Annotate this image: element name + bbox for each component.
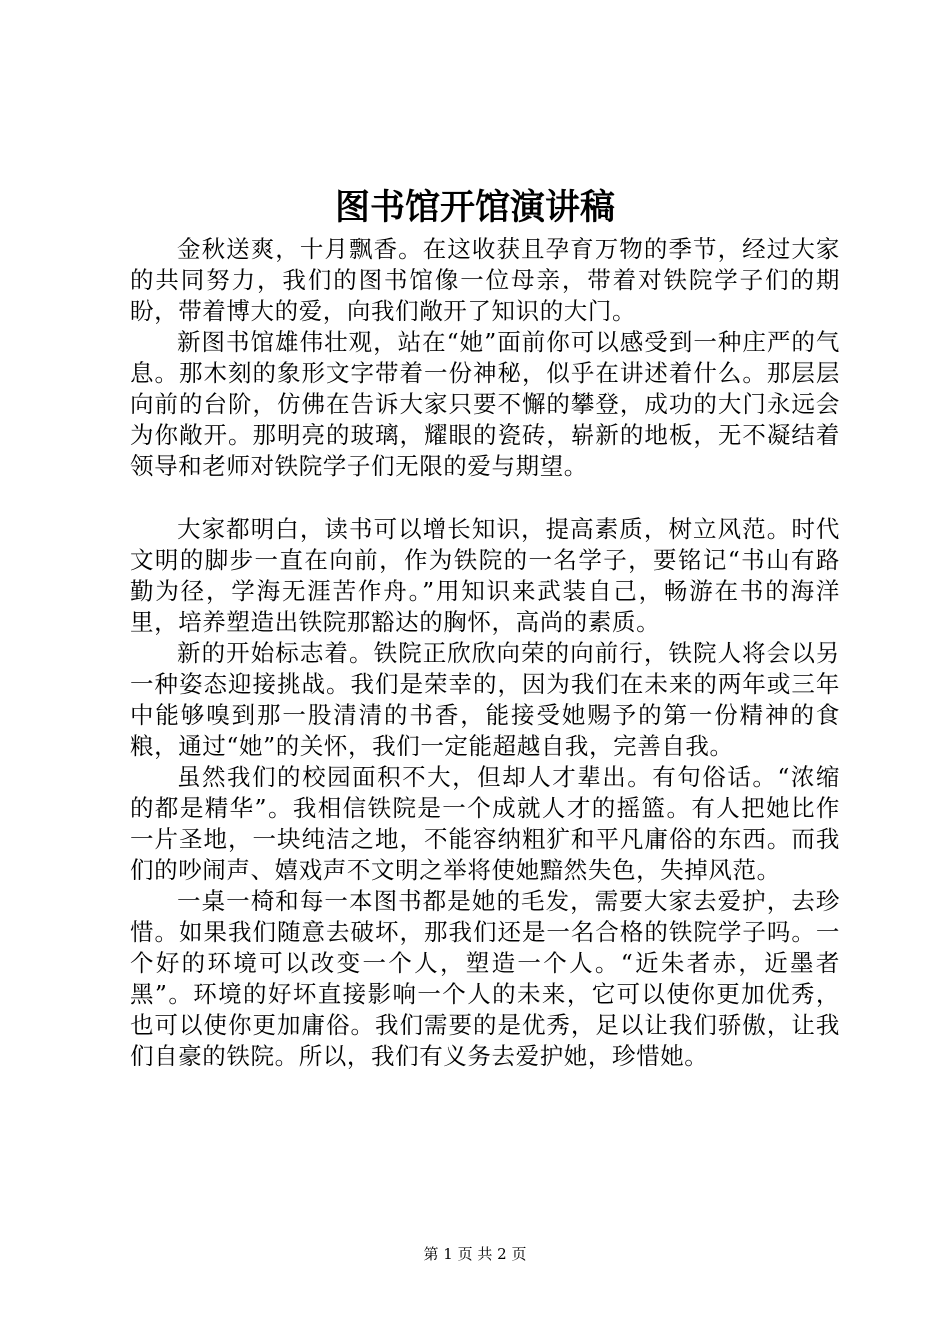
paragraph: 新图书馆雄伟壮观，站在“她”面前你可以感受到一种庄严的气息。那木刻的象形文字带着一份神秘，似乎在讲述着什么。那层层向前的台阶，仿佛在告诉大家只要不懈的攀登，成功的大门永远会为你敞开。那明亮的玻璃，耀眼的瓷砖，崭新的地板，无不凝结着领导和老师对铁院学子们无限的爱与期望。 [130,328,840,480]
paragraph: 新的开始标志着。铁院正欣欣向荣的向前行，铁院人将会以另一种姿态迎接挑战。我们是荣幸的，因为我们在未来的两年或三年中能够嗅到那一股清清的书香，能接受她赐予的第一份精神的食粮，通过“她”的关怀，我们一定能超越自我，完善自我。 [130,639,840,760]
document-body [130,234,840,1072]
page-number-footer: 第 1 页 共 2 页 [423,1245,527,1263]
document-title: 图书馆开馆演讲稿 [334,187,615,228]
paragraph: 一桌一椅和每一本图书都是她的毛发，需要大家去爱护，去珍惜。如果我们随意去破坏，那我们还是一名合格的铁院学子吗。一个好的环境可以改变一个人，塑造一个人。“近朱者赤，近墨者黑”。环境的好坏直接影响一个人的未来，它可以使你更加优秀，也可以使你更加庸俗。我们需要的是优秀，足以让我们骄傲，让我们自豪的铁院。所以，我们有义务去爱护她，珍惜她。 [130,887,840,1070]
paragraph: 金秋送爽，十月飘香。在这收获且孕育万物的季节，经过大家的共同努力，我们的图书馆像一位母亲，带着对铁院学子们的期盼，带着博大的爱，向我们敞开了知识的大门。 [130,235,840,325]
paragraph: 虽然我们的校园面积不大，但却人才辈出。有句俗话。“浓缩的都是精华”。我相信铁院是一个成就人才的摇篮。有人把她比作一片圣地，一块纯洁之地，不能容纳粗犷和平凡庸俗的东西。而我们的吵闹声、嬉戏声不文明之举将使她黯然失色，失掉风范。 [130,763,840,884]
paragraph: 大家都明白，读书可以增长知识，提高素质，树立风范。时代文明的脚步一直在向前，作为铁院的一名学子，要铭记“书山有路勤为径，学海无涯苦作舟。”用知识来武装自己，畅游在书的海洋里，培养塑造出铁院那豁达的胸怀，高尚的素质。 [130,515,840,636]
